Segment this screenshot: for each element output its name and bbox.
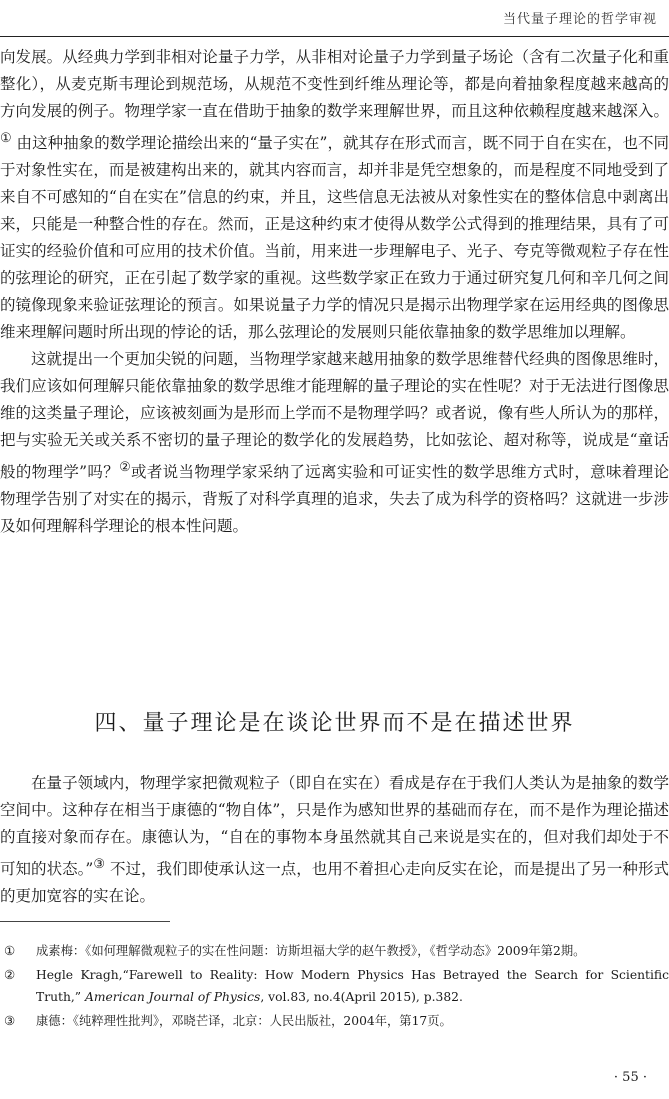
footnote-ref-1[interactable]: ① — [0, 131, 12, 146]
footnote-1 — [0, 940, 669, 962]
footnotes — [0, 940, 669, 1034]
footnote-3 — [0, 1010, 669, 1032]
body-text — [0, 44, 669, 540]
section-paragraph — [0, 770, 669, 910]
footnote-2-citation: Hegle Kragh,“Farewell to Reality: How Modern Physics Has Betrayed the Search for Scientific Truth,” — [36, 968, 669, 1004]
paragraph-1-continued: 由这种抽象的数学理论描绘出来的“量子实在”，就其存在形式而言，既不同于自在实在，也不同于对象性实在，而是被建构出来的，就其内容而言，却并非是凭空想象的，而是程度不同地受到了来自不可感知的“自在实在”信息的约束，并且，这些信息无法被从对象性实在的整体信息中剥离出来，只能是一种整合性的存在。然而，正是这种约束才使得从数学公式得到的推理结果，具有了可证实的经验价值和可应用的技术价值。当前，用来进一步理解电子、光子、夸克等微观粒子存在性的弦理论的研究，正在引起了数学家的重视。这些数学家正在致力于通过研究复几何和辛几何之间的镜像现象来验证弦理论的预言。如果说量子力学的情况只是揭示出物理学家在运用经典的图像思维来理解问题时所出现的悖论的话，那么弦理论的发展则只能依靠抽象的数学思维加以理解。 — [0, 134, 669, 342]
footnote-2-text — [36, 964, 669, 1008]
footnote-1-mark: ① — [4, 944, 16, 958]
footnote-2-journal: American Journal of Physics — [84, 990, 261, 1004]
footnote-ref-3[interactable]: ③ — [93, 857, 105, 872]
paragraph-2 — [0, 346, 669, 540]
page-number: · 55 · — [613, 1070, 647, 1085]
paragraph-1-text: 向发展。从经典力学到非相对论量子力学，从非相对论量子力学到量子场论（含有二次量子化和重整化），从麦克斯韦理论到规范场，从规范不变性到纤维丛理论等，都是向着抽象程度越来越高的方向发展的例子。物理学家一直在借助于抽象的数学来理解世界，而且这种依赖程度越来越深入。 — [0, 48, 669, 120]
footnote-2-details: , vol.83, no.4(April 2015), p.382. — [260, 990, 463, 1004]
footnote-1-text: 成素梅：《如何理解微观粒子的实在性问题：访斯坦福大学的赵午教授》，《哲学动态》2009年第2期。 — [36, 944, 586, 958]
paragraph-1 — [0, 44, 669, 346]
running-header: 当代量子理论的哲学审视 — [502, 12, 657, 27]
paragraph-2-continued: 或者说当物理学家采纳了远离实验和可证实性的数学思维方式时，意味着理论物理学告别了对实在的揭示，背叛了对科学真理的追求，失去了成为科学的资格吗？这就进一步涉及如何理解科学理论的根本性问题。 — [0, 463, 669, 536]
footnote-rule — [0, 921, 170, 922]
section-heading: 四、量子理论是在谈论世界而不是在描述世界 — [94, 711, 575, 736]
footnote-ref-2[interactable]: ② — [119, 460, 131, 476]
footnote-2 — [0, 964, 669, 1008]
section-body — [0, 770, 669, 910]
footnote-2-mark: ② — [4, 968, 16, 982]
section-paragraph-text: 在量子领域内，物理学家把微观粒子（即自在实在）看成是存在于我们人类认为是抽象的数学空间中。这种存在相当于康德的“物自体”，只是作为感知世界的基础而存在，而不是作为理论描述的直接对象而存在。康德认为，“自在的事物本身虽然就其自己来说是实在的，但对我们却处于不可知的状态。” — [0, 774, 669, 879]
header-rule — [0, 36, 669, 37]
footnote-3-text: 康德：《纯粹理性批判》，邓晓芒译，北京：人民出版社，2004年，第17页。 — [36, 1014, 452, 1028]
footnote-3-mark: ③ — [4, 1014, 16, 1028]
paragraph-2-text: 这就提出一个更加尖锐的问题，当物理学家越来越用抽象的数学思维替代经典的图像思维时，我们应该如何理解只能依靠抽象的数学思维才能理解的量子理论的实在性呢？对于无法进行图像思维的这类量子理论，应该被刻画为是形而上学而不是物理学吗？或者说，像有些人所认为的那样，把与实验无关或关系不密切的量子理论的数学化的发展趋势，比如弦论、超对称等，说成是“童话般的物理学”吗？ — [0, 350, 669, 482]
section-paragraph-continued: 不过，我们即使承认这一点，也用不着担心走向反实在论，而是提出了另一种形式的更加宽容的实在论。 — [0, 860, 669, 906]
